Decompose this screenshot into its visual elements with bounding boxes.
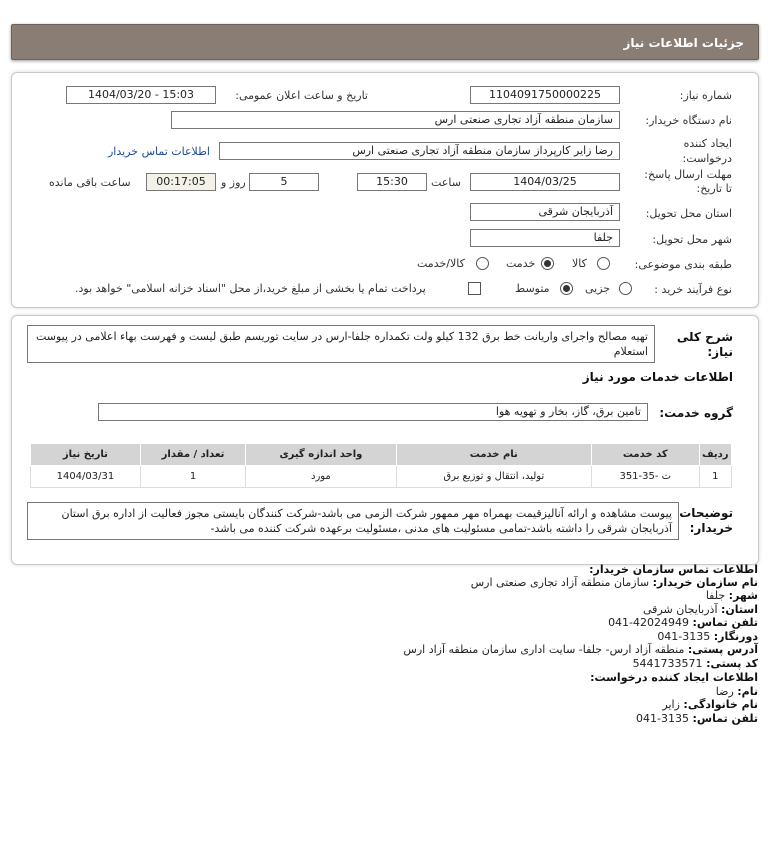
buyer-contact-link[interactable]: اطلاعات تماس خریدار — [108, 145, 210, 158]
creator-name: نام: رضا — [715, 685, 758, 698]
table-row — [31, 466, 732, 488]
category-label: طبقه بندی موضوعی: — [634, 258, 732, 271]
cell-row: 1 — [699, 466, 731, 488]
deadline-date-field: 1404/03/25 — [470, 173, 620, 191]
announce-label: تاریخ و ساعت اعلان عمومی: — [235, 89, 368, 102]
radio-minor[interactable] — [619, 282, 632, 295]
announce-field: 1404/03/20 - 15:03 — [66, 86, 216, 104]
cell-unit: مورد — [246, 466, 396, 488]
service-group-field: تامین برق، گاز، بخار و تهویه هوا — [98, 403, 648, 421]
contact-postal: کد پستی: 5441733571 — [632, 657, 758, 670]
radio-goods-service-label: کالا/خدمت — [417, 257, 465, 270]
services-table — [30, 443, 732, 488]
cell-name: تولید، انتقال و توزیع برق — [396, 466, 591, 488]
contact-province: استان: آذربایجان شرقی — [643, 603, 758, 616]
city-field: جلفا — [470, 229, 620, 247]
col-date: تاریخ نیاز — [31, 444, 141, 466]
contact-phone: تلفن تماس: 041-42024949 — [608, 616, 758, 629]
col-row: ردیف — [699, 444, 731, 466]
description-text: تهیه مصالح واجرای واریانت خط برق 132 کیلو ولت تکمداره جلفا-ارس در سایت توریسم طبق لیست و فهرست بهاء اعلامی در پیوست استعلام — [27, 325, 655, 363]
col-qty: تعداد / مقدار — [140, 444, 245, 466]
radio-minor-label: جزیی — [585, 282, 611, 295]
creator-label-2: درخواست: — [682, 152, 732, 165]
days-field: 5 — [249, 173, 319, 191]
buyer-org-label: نام دستگاه خریدار: — [645, 114, 732, 127]
creator-phone: تلفن تماس: 041-3135 — [636, 712, 758, 725]
remaining-time-field: 00:17:05 — [146, 173, 216, 191]
payment-note: پرداخت تمام یا بخشی از مبلغ خرید،از محل "اسناد خزانه اسلامی" خواهد بود. — [75, 282, 426, 295]
deadline-label-2: تا تاریخ: — [696, 182, 732, 195]
treasury-checkbox[interactable] — [468, 282, 481, 295]
contact-title: اطلاعات تماس سازمان خریدار: — [589, 563, 758, 576]
service-group-label: گروه خدمت: — [659, 406, 733, 420]
contact-fax: دورنگار: 041-3135 — [657, 630, 758, 643]
process-label: نوع فرآیند خرید : — [654, 283, 732, 296]
remaining-label: ساعت باقی مانده — [49, 176, 131, 189]
cell-qty: 1 — [140, 466, 245, 488]
radio-goods-label: کالا — [572, 257, 587, 270]
buyer-notes-text: پیوست مشاهده و ارائه آنالیزقیمت بهمراه مهر ممهور شرکت الزمی می باشد-شرکت کنندگان بایستی مجوز فعالیت از اداره برق استان آذربایجان شرقی را داشته باشد-تمامی مسئولیت های مدنی ،مسئولیت برعهده شرکت کننده می باشد- — [27, 502, 679, 540]
deadline-time-field: 15:30 — [357, 173, 427, 191]
creator-family: نام خانوادگی: زایر — [662, 698, 758, 711]
cell-date: 1404/03/31 — [31, 466, 141, 488]
buyer-org-field: سازمان منطقه آزاد تجاری صنعتی ارس — [171, 111, 620, 129]
description-label: شرح کلی — [676, 330, 733, 344]
radio-service-label: خدمت — [506, 257, 536, 270]
days-label: روز و — [221, 176, 246, 189]
col-unit: واحد اندازه گیری — [246, 444, 396, 466]
province-label: استان محل تحویل: — [645, 207, 732, 220]
page-header: جزئیات اطلاعات نیاز — [11, 24, 759, 60]
time-label: ساعت — [431, 176, 461, 189]
radio-medium-label: متوسط — [515, 282, 550, 295]
buyer-notes-label-2: خریدار: — [689, 521, 733, 535]
province-field: آذربایجان شرقی — [470, 203, 620, 221]
col-code: کد خدمت — [591, 444, 699, 466]
deadline-label: مهلت ارسال پاسخ: — [644, 168, 732, 181]
radio-service[interactable] — [541, 257, 554, 270]
need-number-field: 1104091750000225 — [470, 86, 620, 104]
radio-goods[interactable] — [597, 257, 610, 270]
creator-label: ایجاد کننده — [683, 137, 732, 150]
cell-code: ت -35-351 — [591, 466, 699, 488]
col-name: نام خدمت — [396, 444, 591, 466]
radio-medium[interactable] — [560, 282, 573, 295]
need-number-label: شماره نیاز: — [679, 89, 732, 102]
contact-org: نام سازمان خریدار: سازمان منطقه آزاد تجاری صنعتی ارس — [470, 576, 758, 589]
radio-goods-service[interactable] — [476, 257, 489, 270]
contact-address: آدرس پستی: منطقه آزاد ارس- جلفا- سایت اداری سازمان منطقه آزاد ارس — [403, 643, 758, 656]
creator-field: رضا زایر کارپرداز سازمان منطقه آزاد تجاری صنعتی ارس — [219, 142, 620, 160]
buyer-notes-label: توضیحات — [679, 506, 733, 520]
creator-info-title: اطلاعات ایجاد کننده درخواست: — [590, 671, 758, 684]
services-section-title: اطلاعات خدمات مورد نیاز — [582, 370, 733, 384]
contact-city: شهر: جلفا — [705, 589, 758, 602]
description-label-2: نیاز: — [707, 345, 733, 359]
city-label: شهر محل تحویل: — [652, 233, 732, 246]
